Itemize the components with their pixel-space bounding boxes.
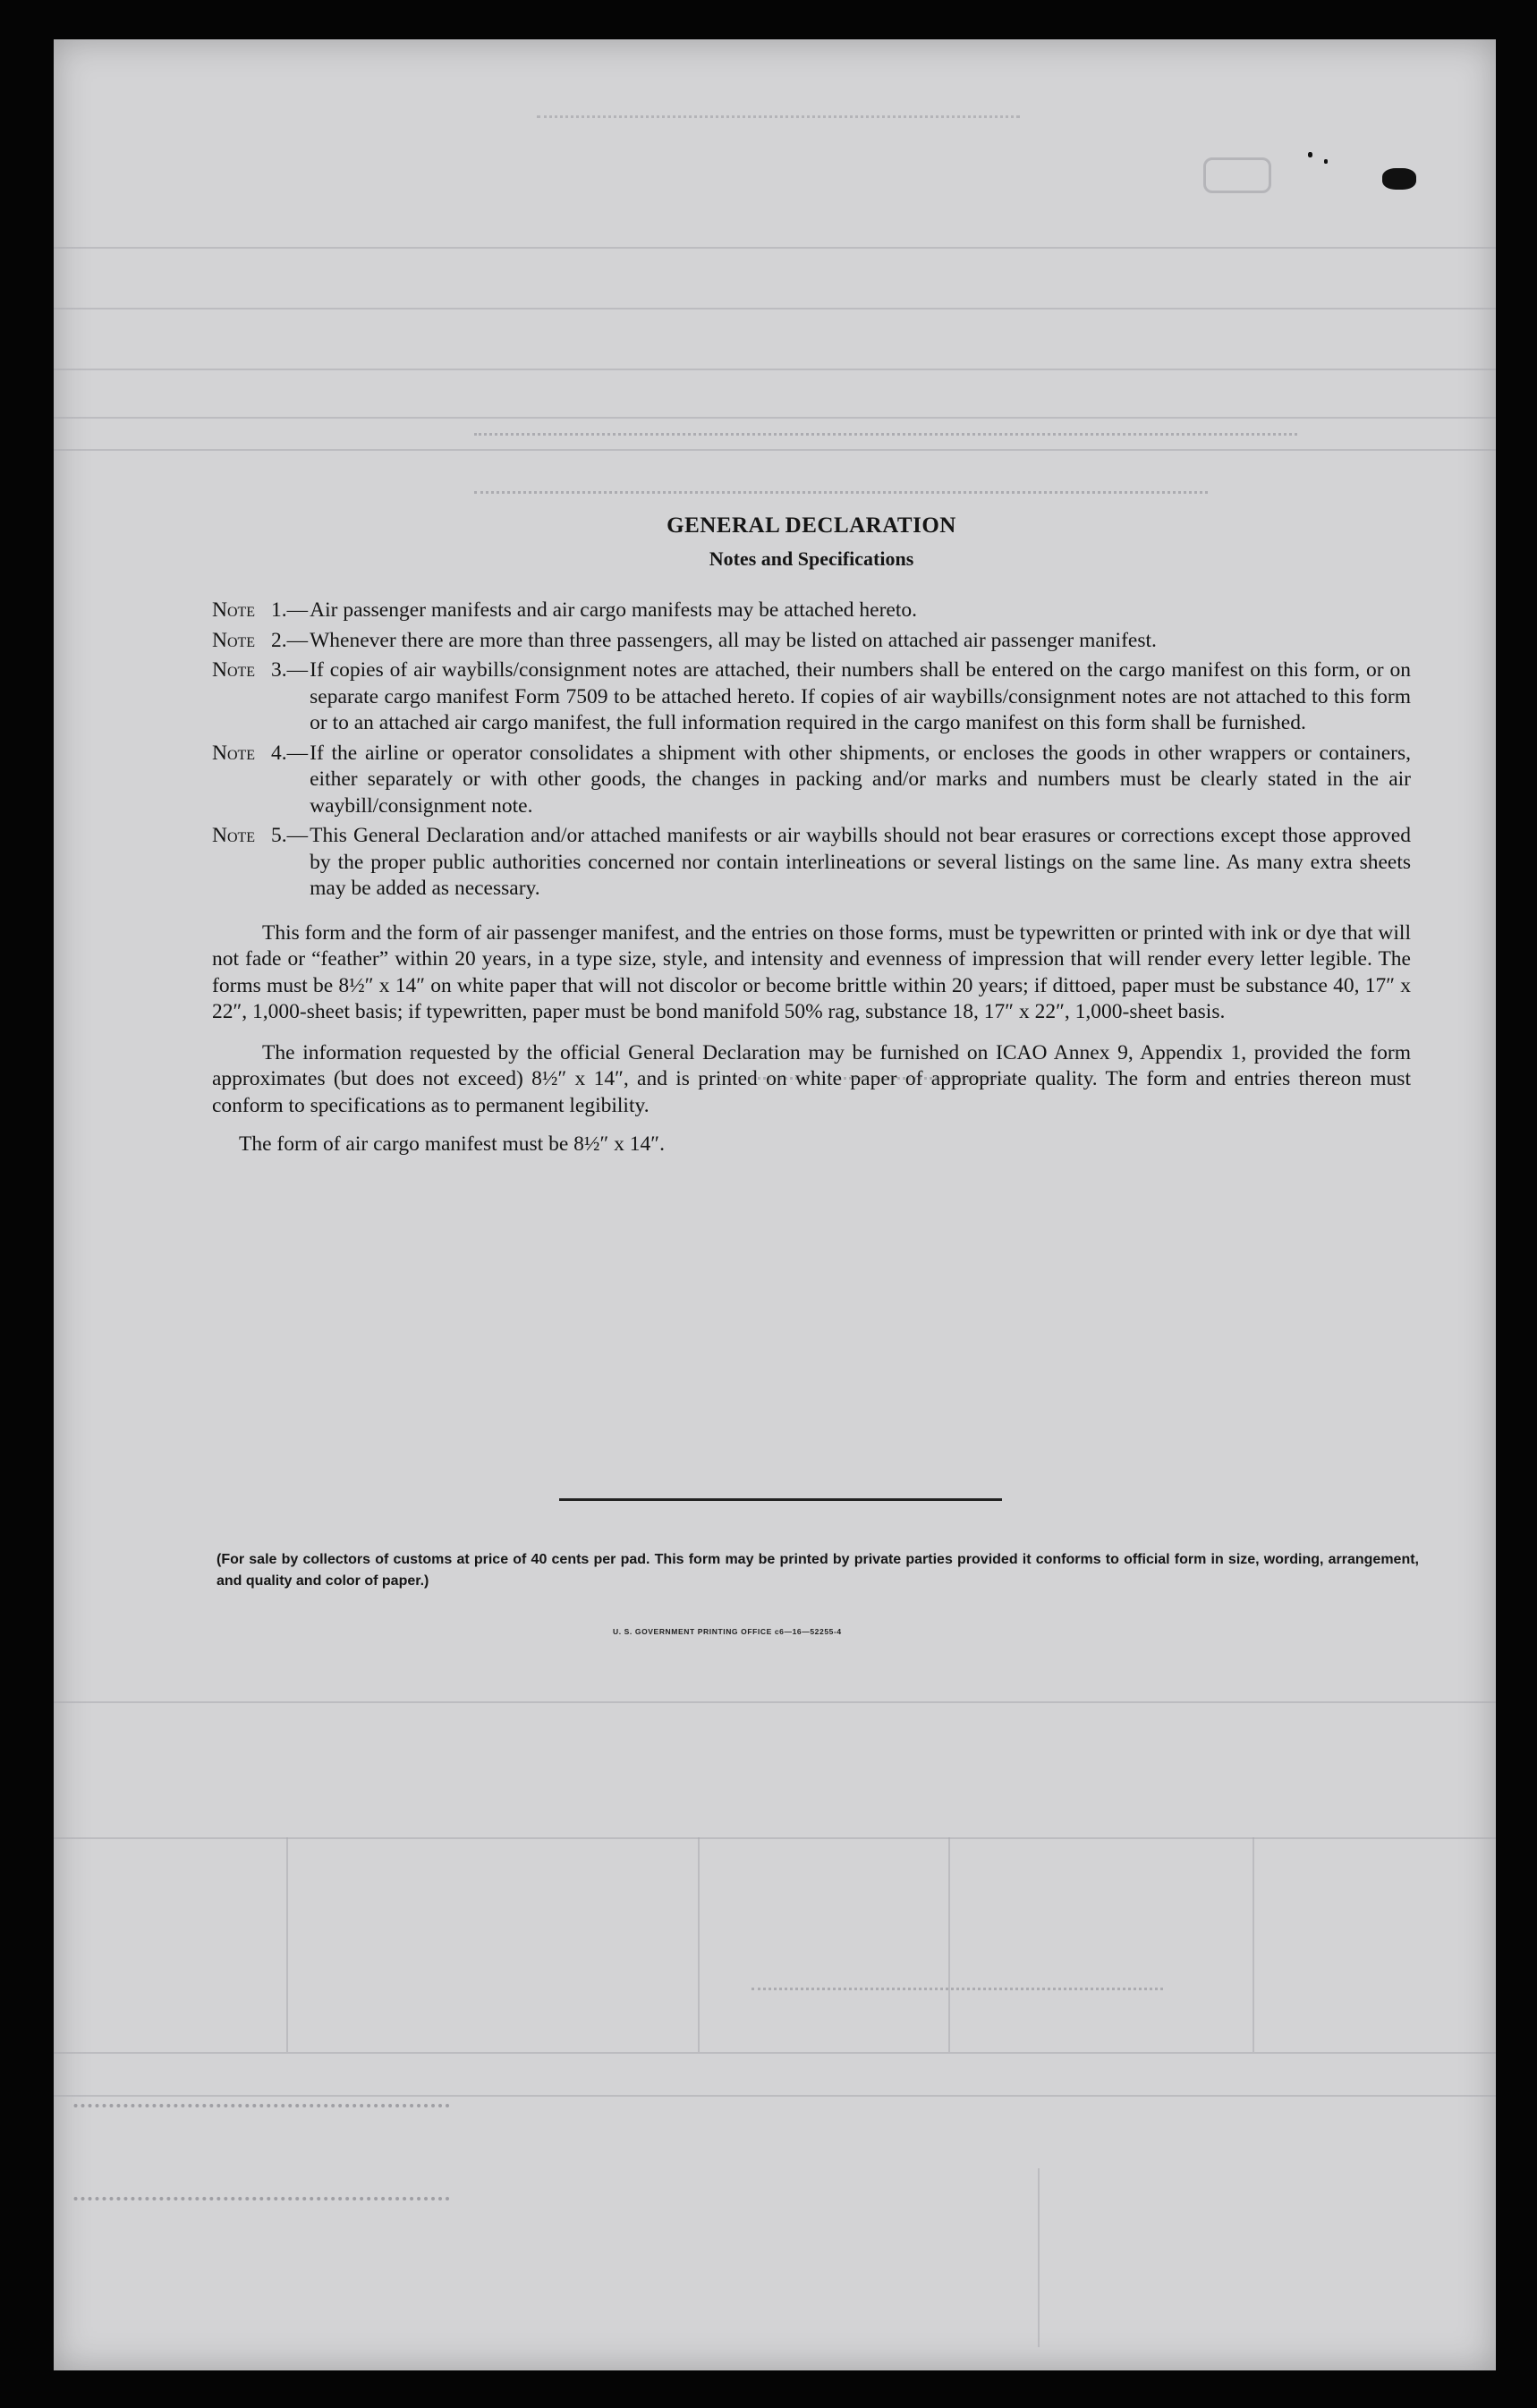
note-4 <box>212 741 1411 820</box>
note-label: Note <box>212 658 256 682</box>
note-label: Note <box>212 628 256 652</box>
page-subtitle: Notes and Specifications <box>709 547 914 570</box>
note-number: 4.— <box>271 741 309 765</box>
note-number: 1.— <box>271 598 309 622</box>
note-label: Note <box>212 598 256 622</box>
ink-blot <box>1324 159 1328 164</box>
icao-paragraph: The information requested by the official General Declaration may be furnished on ICAO Annex 9, Appendix 1, provided the form approximates (but does not exceed) 8½″ x 14″, and is printed on white paper of appropriate quality. The form and entries thereon must conform to specifications as to permanent legibility. <box>212 1040 1411 1117</box>
ink-blot <box>1308 152 1312 157</box>
bleed-through-page-number <box>1203 157 1271 202</box>
note-text: If the airline or operator consolidates a shipment with other shipments, or encloses the goods in other wrappers or containers, either separately or with other goods, the changes in packing and/or marks and numbers must be clearly stated in the air waybill/consignment note. <box>310 741 1411 818</box>
sale-notice: (For sale by collectors of customs at price of 40 cents per pad. This form may be printed by private parties provided it conforms to official form in size, wording, arrangement, and quality and color of paper.) <box>217 1552 1419 1589</box>
note-2 <box>212 628 1411 655</box>
section-divider <box>559 1498 1002 1501</box>
note-1 <box>212 598 1411 624</box>
note-number: 5.— <box>271 824 309 847</box>
note-text: If copies of air waybills/consignment notes are attached, their numbers shall be entered on the cargo manifest on this form, or on separate cargo manifest Form 7509 to be attached hereto. If copies of air waybills/consignment notes are not attached to this form or to an attached air cargo manifest, the full information required in the cargo manifest on this form shall be furnished. <box>310 658 1411 734</box>
note-text: This General Declaration and/or attached manifests or air waybills should not bear erasures or corrections except those approved by the proper public authorities concerned nor contain interlineations or several listings on the same line. As many extra sheets may be added as necessary. <box>310 824 1411 900</box>
note-label: Note <box>212 824 256 847</box>
document-page <box>54 39 1496 2370</box>
note-label: Note <box>212 741 256 765</box>
note-number: 3.— <box>271 658 309 682</box>
cargo-manifest-size-line: The form of air cargo manifest must be 8½″ x 14″. <box>239 1132 665 1156</box>
specification-paragraph: This form and the form of air passenger manifest, and the entries on those forms, must be typewritten or printed with ink or dye that will not fade or “feather” within 20 years, in a type size, style, and intensity and evenness of impression that will render every letter legible. The forms must be 8½″ x 14″ on white paper that will not discolor or become brittle within 20 years; if dittoed, paper must be substance 40, 17″ x 22″, 1,000-sheet basis; if typewritten, paper must be bond manifold 50% rag, substance 18, 17″ x 22″, 1,000-sheet basis. <box>212 920 1411 1023</box>
page-title: GENERAL DECLARATION <box>667 513 956 538</box>
bleed-through-stamp <box>73 2104 449 2209</box>
note-5 <box>212 823 1411 903</box>
bleed-through-title <box>537 89 1020 126</box>
printing-office-imprint: U. S. GOVERNMENT PRINTING OFFICE c6—16—52255-4 <box>613 1627 842 1636</box>
bleed-through-typed-line <box>752 1988 1163 2012</box>
note-3 <box>212 657 1411 737</box>
note-number: 2.— <box>271 628 309 652</box>
note-text: Air passenger manifests and air cargo manifests may be attached hereto. <box>310 598 917 622</box>
ink-blot <box>1382 168 1416 190</box>
note-text: Whenever there are more than three passengers, all may be listed on attached air passenger manifest. <box>310 628 1157 652</box>
bleed-through-typed-line <box>474 433 1297 461</box>
notes-block <box>212 513 1411 1158</box>
